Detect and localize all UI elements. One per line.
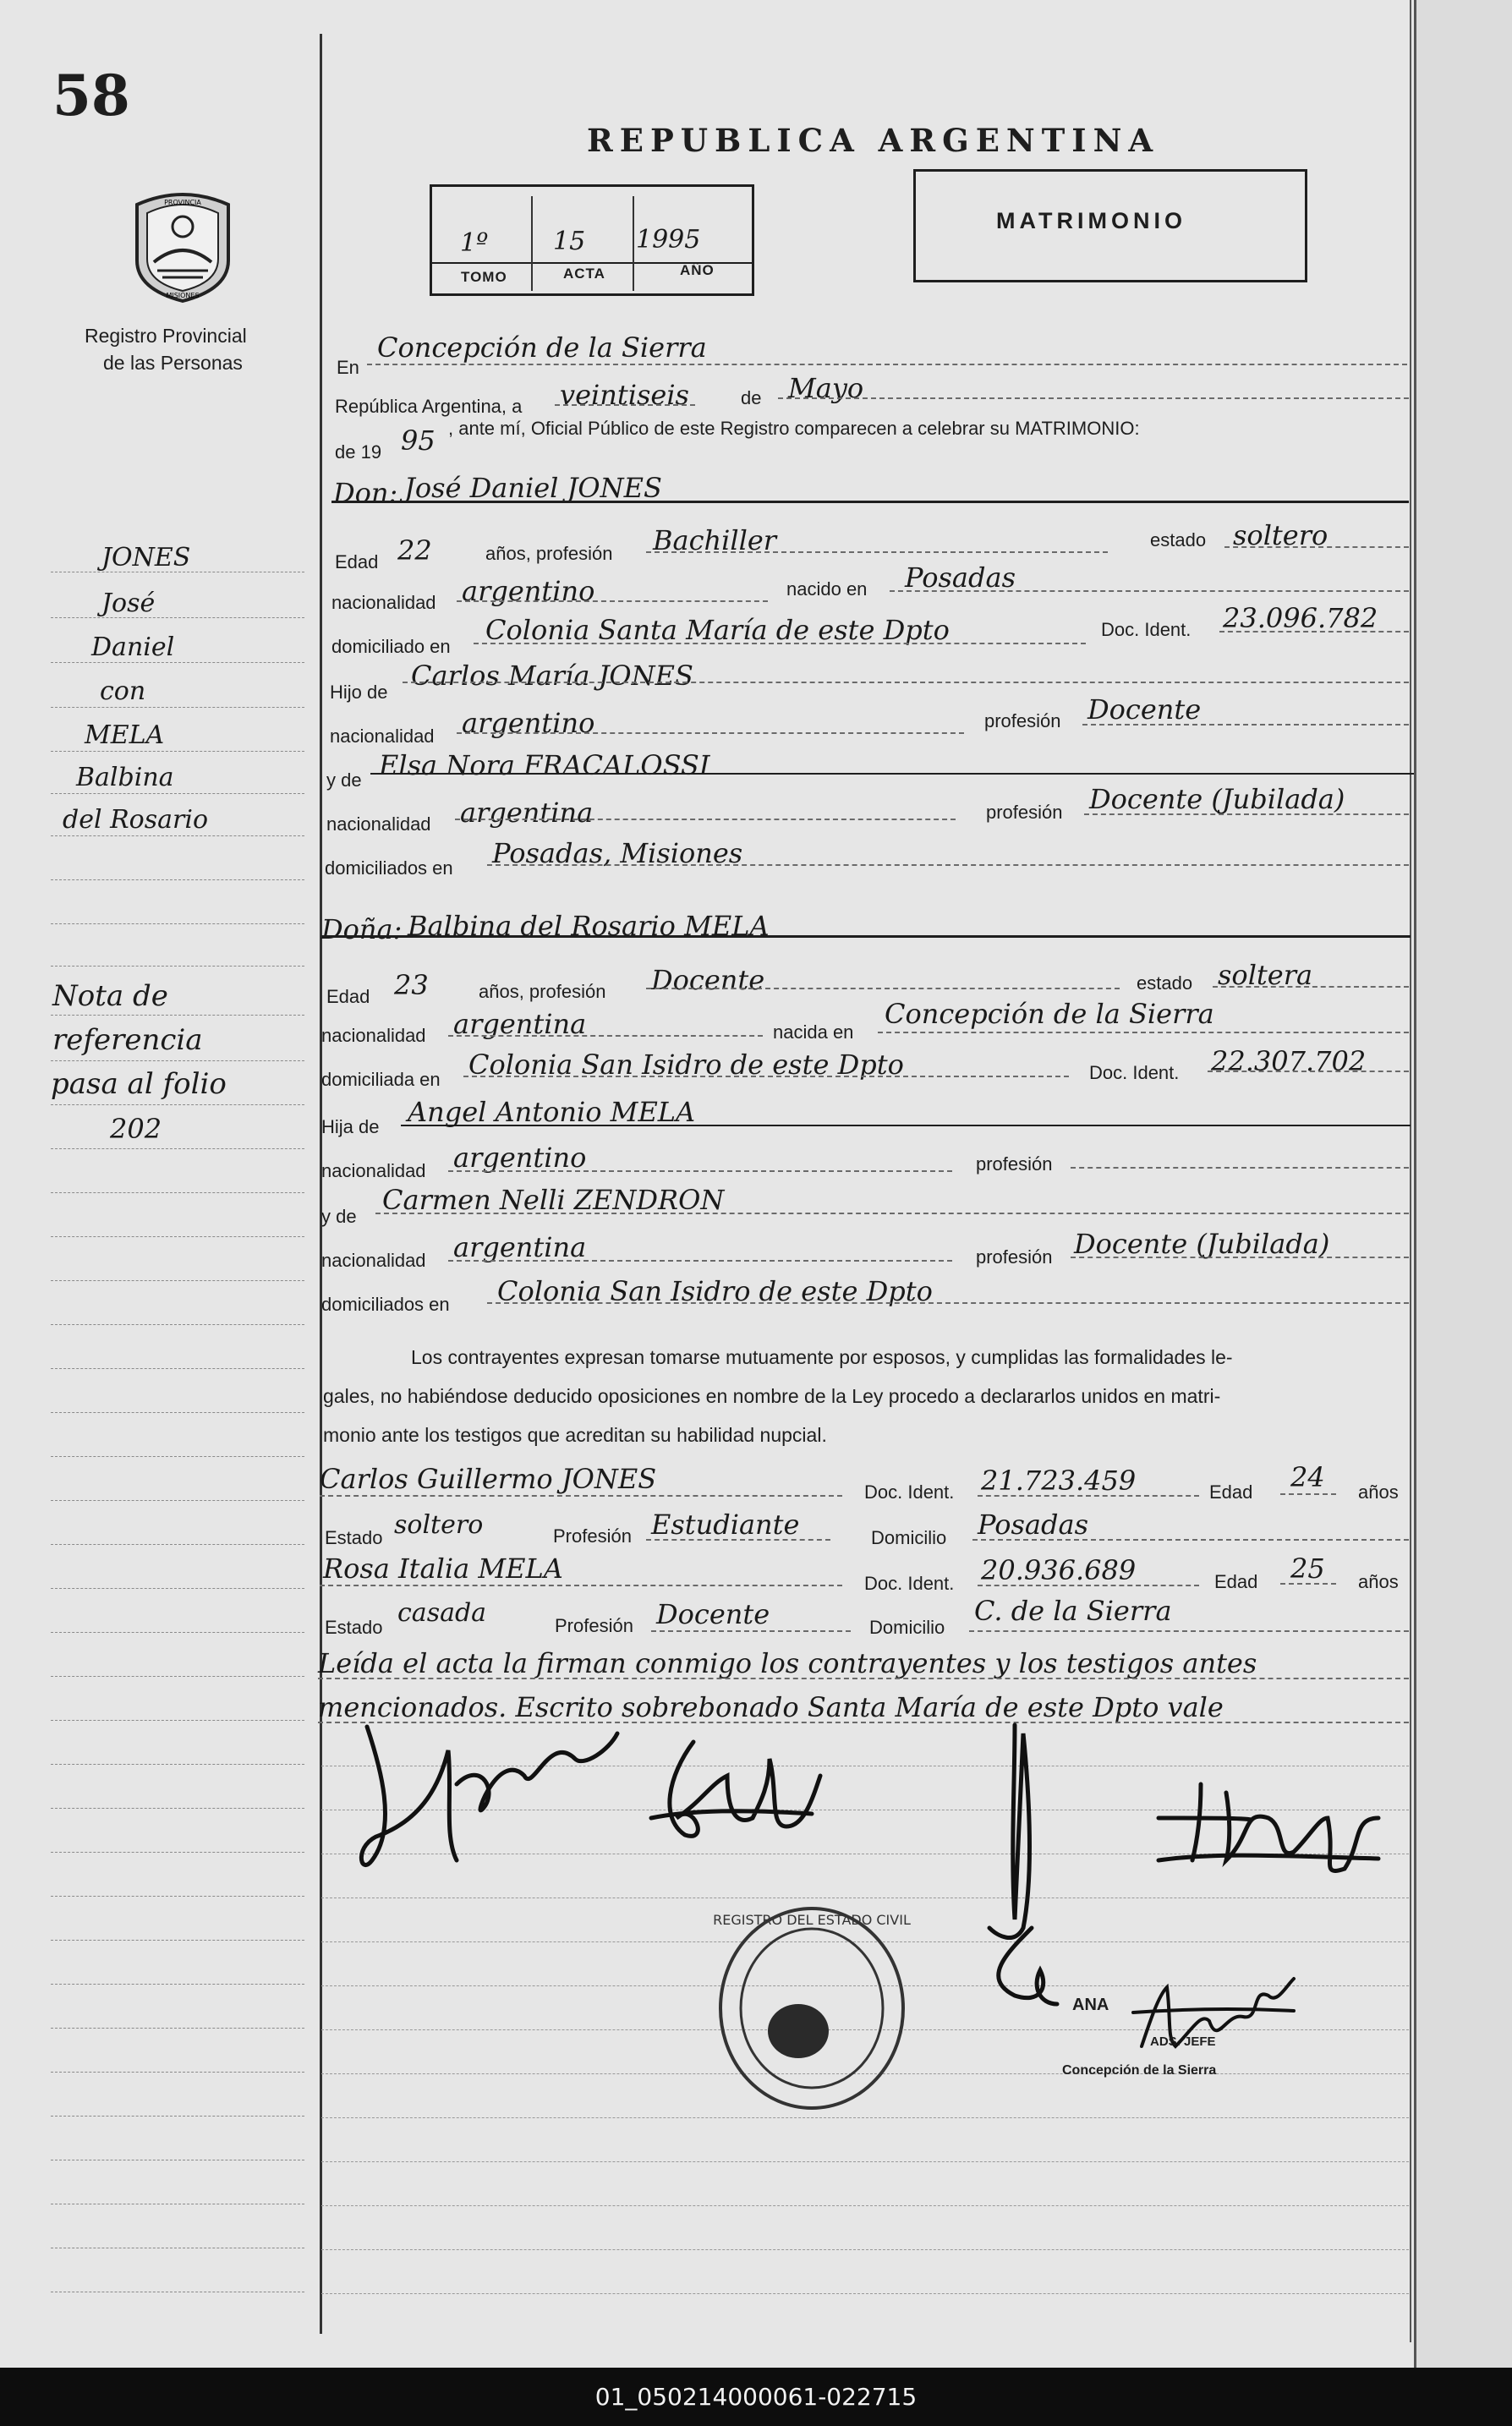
bride-label-profesion: años, profesión — [479, 981, 606, 1002]
bride-label-nacionalidad: nacionalidad — [321, 1025, 426, 1046]
groom-father-nationality: argentino — [462, 707, 595, 739]
groom-name: José Daniel JONES — [404, 472, 662, 504]
signature-bride — [643, 1733, 829, 1860]
groom-parents-address: Posadas, Misiones — [492, 837, 743, 869]
groom-label-father-prof: profesión — [984, 710, 1061, 731]
registry-name-2: de las Personas — [103, 352, 243, 374]
margin-note-4: con — [100, 676, 146, 706]
intro-place: Concepción de la Sierra — [377, 331, 707, 364]
witness1-label-estado: Estado — [325, 1527, 383, 1548]
groom-label-nacido: nacido en — [786, 578, 868, 600]
margin-divider — [320, 34, 322, 2334]
anio-value: 1995 — [636, 225, 701, 255]
groom-mother: Elsa Nora FRACALOSSI — [379, 749, 710, 781]
bride-label-domiciliada: domiciliada en — [321, 1069, 441, 1090]
witness2-name: Rosa Italia MELA — [323, 1553, 563, 1585]
groom-label-doc: Doc. Ident. — [1101, 619, 1192, 640]
margin-note-8: Nota de — [52, 979, 168, 1013]
groom-profession: Bachiller — [653, 524, 777, 556]
bride-parents-address: Colonia San Isidro de este Dpto — [497, 1275, 933, 1307]
declaration-line-1: Los contrayentes expresan tomarse mutuamente por esposos, y cumplidas las formalidades le- — [411, 1346, 1233, 1368]
margin-note-7: del Rosario — [63, 805, 209, 835]
witness2-label-edad: Edad — [1214, 1571, 1258, 1592]
tomo-value: 1º — [460, 228, 489, 258]
witness1-label-doc: Doc. Ident. — [864, 1481, 955, 1503]
intro-declaration: , ante mí, Oficial Público de este Registro comparecen a celebrar su MATRIMONIO: — [448, 418, 1140, 439]
signature-groom — [355, 1717, 626, 1886]
witness1-label-anos: años — [1358, 1481, 1399, 1503]
witness1-status: soltero — [394, 1510, 484, 1540]
groom-address: Colonia Santa María de este Dpto — [485, 614, 950, 646]
groom-label-hijo: Hijo de — [330, 682, 388, 703]
signature-witness-1 — [981, 1717, 1074, 2013]
bride-birthplace: Concepción de la Sierra — [885, 998, 1214, 1030]
groom-label-profesion: años, profesión — [485, 543, 613, 564]
bride-label-nacida: nacida en — [773, 1021, 854, 1043]
groom-mother-nationality: argentina — [460, 797, 594, 829]
bride-profession: Docente — [651, 964, 765, 996]
acta-label: ACTA — [563, 266, 605, 282]
adjacent-page-edge — [1414, 0, 1512, 2368]
bride-label-mother-nat: nacionalidad — [321, 1250, 426, 1271]
bride-status: soltera — [1218, 959, 1313, 991]
groom-label-y-de: y de — [326, 769, 362, 791]
stamp-official-line-1: ANA — [1072, 1996, 1109, 2014]
act-type-label: MATRIMONIO — [996, 208, 1186, 233]
margin-note-9: referencia — [52, 1023, 203, 1057]
bride-father-nationality: argentino — [453, 1142, 587, 1174]
groom-label-edad: Edad — [335, 551, 379, 572]
bride-name: Balbina del Rosario MELA — [408, 910, 770, 942]
margin-note-1: JONES — [101, 543, 191, 572]
witness2-address: C. de la Sierra — [974, 1595, 1172, 1627]
stamp-official-line-2: ADS. JEFE — [1150, 2034, 1216, 2049]
witness2-profession: Docente — [656, 1598, 770, 1630]
margin-note-10: pasa al folio — [51, 1067, 227, 1101]
emblem-text-top: PROVINCIA — [164, 199, 201, 206]
margin-note-6: Balbina — [76, 763, 174, 792]
closing-line-1: Leída el acta la firman conmigo los contrayentes y los testigos antes — [318, 1647, 1257, 1679]
official-seal — [710, 1903, 913, 2114]
label-de19: de 19 — [335, 441, 382, 463]
margin-note-2: José — [101, 589, 156, 618]
witness1-label-edad: Edad — [1209, 1481, 1253, 1503]
witness2-doc: 20.936.689 — [981, 1554, 1137, 1586]
witness2-label-domicilio: Domicilio — [869, 1617, 945, 1638]
bride-label-estado: estado — [1137, 972, 1193, 994]
bride-label-y-de: y de — [321, 1206, 357, 1227]
stamp-official-line-3: Concepción de la Sierra — [1062, 2063, 1217, 2078]
bride-label-father-nat: nacionalidad — [321, 1160, 426, 1181]
folio-number: 58 — [52, 63, 130, 129]
witness1-address: Posadas — [978, 1509, 1088, 1541]
bride-father: Angel Antonio MELA — [408, 1096, 696, 1128]
country-title: REPUBLICA ARGENTINA — [587, 122, 1160, 159]
margin-note-3: Daniel — [91, 633, 175, 662]
groom-birthplace: Posadas — [905, 561, 1016, 594]
emblem-text-bottom: MISIONES — [166, 292, 200, 299]
witness1-name: Carlos Guillermo JONES — [320, 1463, 657, 1495]
bride-title: Doña: — [321, 913, 403, 945]
witness1-doc: 21.723.459 — [981, 1465, 1137, 1497]
groom-father: Carlos María JONES — [411, 660, 693, 692]
bride-label-parents-dom: domiciliados en — [321, 1294, 450, 1315]
registry-name-1: Registro Provincial — [85, 325, 247, 347]
groom-label-father-nat: nacionalidad — [330, 726, 435, 747]
groom-label-parents-dom: domiciliados en — [325, 857, 453, 879]
bride-doc: 22.307.702 — [1211, 1045, 1367, 1077]
witness1-age: 24 — [1290, 1461, 1325, 1493]
groom-status: soltero — [1233, 519, 1328, 551]
seal-text: REGISTRO DEL ESTADO CIVIL — [713, 1912, 911, 1928]
bride-mother-nationality: argentina — [453, 1231, 587, 1263]
intro-month: Mayo — [788, 372, 864, 404]
signature-witness-2 — [1150, 1767, 1387, 1886]
witness1-label-domicilio: Domicilio — [871, 1527, 947, 1548]
bride-label-edad: Edad — [326, 986, 370, 1007]
bride-mother: Carmen Nelli ZENDRON — [382, 1184, 725, 1216]
anio-label: AÑO — [680, 262, 715, 278]
intro-year: 95 — [401, 424, 436, 457]
groom-mother-profession: Docente (Jubilada) — [1089, 783, 1345, 815]
witness2-status: casada — [397, 1598, 487, 1628]
provincial-emblem — [129, 188, 237, 304]
groom-label-nacionalidad: nacionalidad — [331, 592, 436, 613]
acta-value: 15 — [553, 227, 586, 256]
groom-title: Don: — [333, 477, 398, 509]
groom-label-mother-nat: nacionalidad — [326, 813, 431, 835]
margin-note-11: 202 — [110, 1113, 162, 1145]
signature-officer — [1125, 1970, 1302, 2063]
witness2-label-doc: Doc. Ident. — [864, 1573, 955, 1594]
label-en: En — [337, 357, 359, 378]
bride-label-father-prof: profesión — [976, 1153, 1053, 1175]
groom-doc: 23.096.782 — [1223, 602, 1378, 634]
groom-age: 22 — [397, 534, 432, 567]
label-republica: República Argentina, a — [335, 396, 523, 417]
bride-label-doc: Doc. Ident. — [1089, 1062, 1180, 1083]
witness2-label-profesion: Profesión — [555, 1615, 633, 1636]
witness1-label-profesion: Profesión — [553, 1525, 632, 1547]
groom-label-mother-prof: profesión — [986, 802, 1063, 823]
declaration-line-2: gales, no habiéndose deducido oposiciones en nombre de la Ley procedo a declararlos unidos en matri- — [323, 1385, 1221, 1407]
groom-nationality: argentino — [462, 575, 595, 607]
witness1-profession: Estudiante — [651, 1509, 800, 1541]
witness2-age: 25 — [1290, 1553, 1325, 1585]
closing-line-2: mencionados. Escrito sobrebonado Santa María de este Dpto vale — [318, 1691, 1224, 1723]
intro-day: veintiseis — [560, 379, 689, 411]
margin-note-5: MELA — [85, 720, 165, 750]
bride-mother-profession: Docente (Jubilada) — [1074, 1228, 1330, 1260]
bride-age: 23 — [394, 969, 429, 1001]
groom-label-domiciliado: domiciliado en — [331, 636, 451, 657]
image-id-footer: 01_050214000061-022715 — [0, 2368, 1512, 2426]
bride-label-mother-prof: profesión — [976, 1246, 1053, 1268]
tomo-label: TOMO — [461, 269, 507, 285]
declaration-line-3: monio ante los testigos que acreditan su habilidad nupcial. — [323, 1424, 827, 1446]
bride-label-hija: Hija de — [321, 1116, 380, 1137]
bride-nationality: argentina — [453, 1008, 587, 1040]
witness2-label-anos: años — [1358, 1571, 1399, 1592]
bride-address: Colonia San Isidro de este Dpto — [468, 1049, 904, 1081]
right-border — [1410, 0, 1411, 2342]
groom-father-profession: Docente — [1087, 693, 1202, 726]
witness2-label-estado: Estado — [325, 1617, 383, 1638]
groom-label-estado: estado — [1150, 529, 1207, 550]
label-de: de — [741, 387, 762, 408]
